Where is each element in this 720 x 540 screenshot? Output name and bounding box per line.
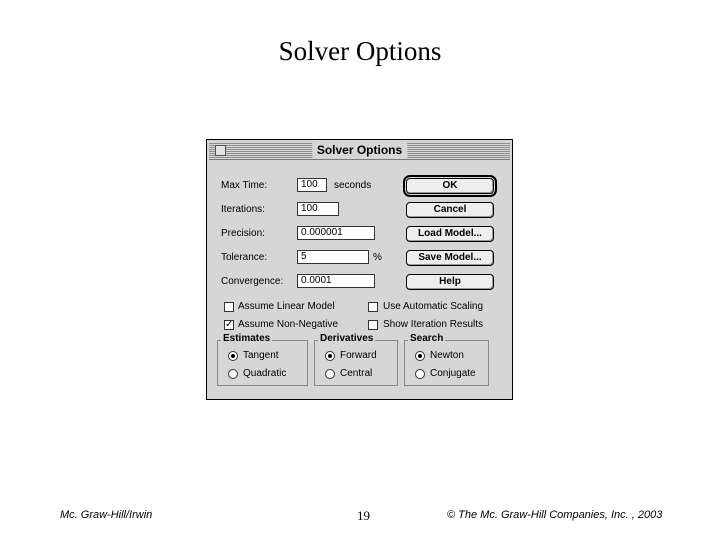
- central-radio[interactable]: [325, 369, 335, 379]
- tolerance-unit: %: [373, 252, 382, 263]
- cancel-button[interactable]: Cancel: [406, 202, 494, 218]
- assume-linear-label: Assume Linear Model: [238, 301, 335, 312]
- iterations-label: Iterations:: [221, 204, 265, 215]
- use-auto-scaling-checkbox[interactable]: [368, 302, 378, 312]
- forward-radio[interactable]: [325, 351, 335, 361]
- quadratic-label: Quadratic: [243, 368, 287, 379]
- newton-label: Newton: [430, 350, 464, 361]
- conjugate-radio[interactable]: [415, 369, 425, 379]
- ok-button[interactable]: OK: [406, 178, 494, 194]
- precision-input[interactable]: 0.000001: [297, 226, 375, 240]
- precision-label: Precision:: [221, 228, 265, 239]
- page-number: 19: [357, 508, 370, 523]
- conjugate-label: Conjugate: [430, 368, 476, 379]
- close-box-icon[interactable]: [215, 145, 226, 156]
- search-group-title: Search: [410, 333, 444, 344]
- convergence-input[interactable]: 0.0001: [297, 274, 375, 288]
- derivatives-group: [314, 333, 398, 386]
- estimates-group-title: Estimates: [223, 333, 271, 344]
- footer-publisher: Mc. Graw-Hill/Irwin: [60, 509, 153, 521]
- show-iteration-label: Show Iteration Results: [383, 319, 484, 330]
- tangent-label: Tangent: [243, 350, 279, 361]
- checkmark-icon: ✓: [225, 319, 234, 330]
- max-time-unit: seconds: [334, 180, 372, 191]
- estimates-group: [217, 333, 308, 386]
- forward-label: Forward: [340, 350, 377, 361]
- solver-options-dialog: [206, 139, 513, 400]
- assume-non-negative-label: Assume Non-Negative: [238, 319, 339, 330]
- slide-title: Solver Options: [278, 36, 442, 66]
- load-model-button[interactable]: Load Model...: [406, 226, 494, 242]
- newton-radio[interactable]: [415, 351, 425, 361]
- save-model-button[interactable]: Save Model...: [406, 250, 494, 266]
- use-auto-scaling-label: Use Automatic Scaling: [383, 301, 484, 312]
- tangent-radio[interactable]: [228, 351, 238, 361]
- derivatives-group-title: Derivatives: [320, 333, 374, 344]
- assume-linear-checkbox[interactable]: [224, 302, 234, 312]
- assume-non-negative-checkbox[interactable]: [224, 320, 234, 330]
- show-iteration-checkbox[interactable]: [368, 320, 378, 330]
- search-group: [404, 333, 489, 386]
- max-time-label: Max Time:: [221, 180, 268, 191]
- quadratic-radio[interactable]: [228, 369, 238, 379]
- convergence-label: Convergence:: [221, 276, 284, 287]
- dialog-title-bar[interactable]: [209, 142, 510, 160]
- help-button[interactable]: Help: [406, 274, 494, 290]
- tolerance-input[interactable]: 5: [297, 250, 369, 264]
- footer-copyright: © The Mc. Graw-Hill Companies, Inc. , 2003: [447, 509, 663, 521]
- dialog-title: Solver Options: [312, 143, 407, 158]
- central-label: Central: [340, 368, 373, 379]
- max-time-input[interactable]: 100: [297, 178, 327, 192]
- tolerance-label: Tolerance:: [221, 252, 268, 263]
- iterations-input[interactable]: 100: [297, 202, 339, 216]
